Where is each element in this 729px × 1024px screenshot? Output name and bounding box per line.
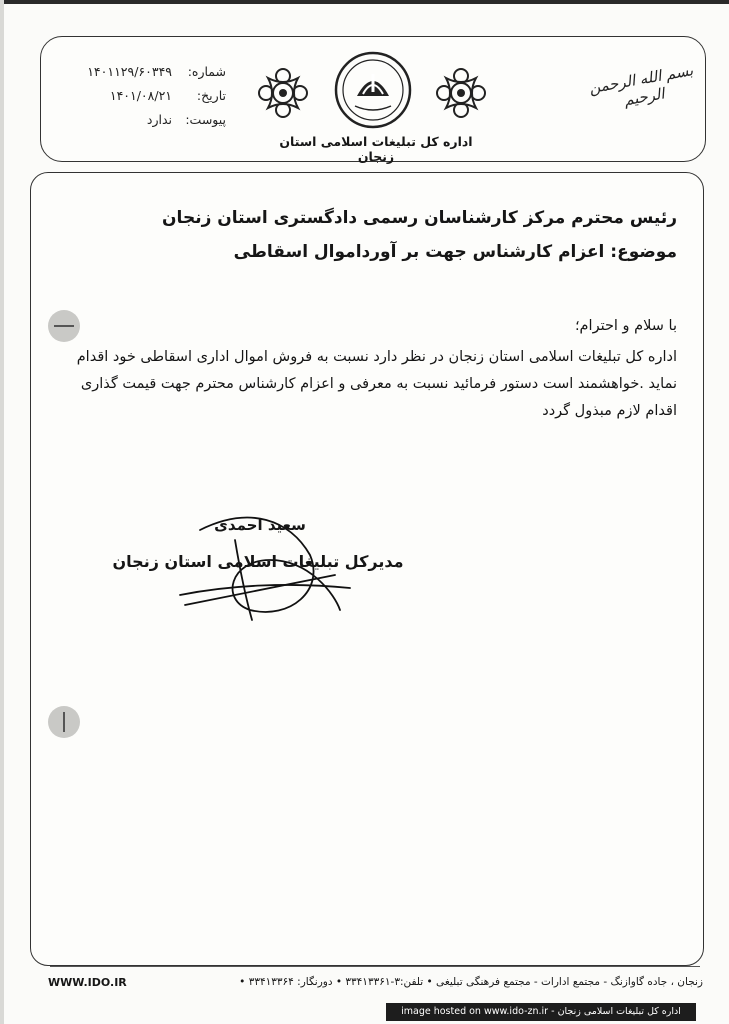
meta-date-row <box>66 84 226 108</box>
date-label: تاریخ: <box>196 88 226 103</box>
number-label: شماره: <box>187 64 226 79</box>
meta-attachment-row <box>66 108 226 132</box>
signer-title: مدیرکل تبلیغات اسلامی استان زنجان <box>112 552 404 571</box>
attachment-value: ندارد <box>146 112 172 127</box>
punch-hole <box>48 310 80 342</box>
attachment-label: پیوست: <box>185 112 226 127</box>
watermark-banner: image hosted on www.ido-zn.ir - اداره کل تبلیغات اسلامی زنجان <box>386 1003 696 1021</box>
ornament-icon <box>432 64 490 122</box>
basmala: بسم الله الرحمن الرحیم <box>587 61 695 110</box>
signer-name: سعید احمدی <box>214 516 306 534</box>
letter-meta <box>66 60 226 132</box>
greeting: با سلام و احترام؛ <box>574 318 677 334</box>
punch-hole <box>48 706 80 738</box>
date-value: ۱۴۰۱/۰۸/۲۱ <box>109 88 172 103</box>
organization-name: اداره کل تبلیغات اسلامی استان زنجان <box>279 134 473 164</box>
emblem-icon <box>333 50 413 130</box>
recipient-line: رئیس محترم مرکز کارشناسان رسمی دادگستری استان زنجان <box>162 208 677 228</box>
footer-divider <box>50 966 700 967</box>
ornament-icon <box>254 64 312 122</box>
letter-body-text: اداره کل تبلیغات اسلامی استان زنجان در نظر دارد نسبت به فروش اموال اداری اسقاطی خود اقدام نماید .خواهشمند است دستور فرمائید نسبت به معرفی و اعزام کارشناس محترم جهت قیمت گذاری اقدام لازم مبذول گردد <box>76 349 677 419</box>
page-top-edge <box>0 0 729 4</box>
footer-website[interactable]: WWW.IDO.IR <box>48 976 127 989</box>
meta-number-row <box>66 60 226 84</box>
footer-address: زنجان ، جاده گاوازنگ - مجتمع ادارات - مجتمع فرهنگی تبلیغی • تلفن:۳-۳۳۴۱۳۳۶۱ • دورنگار: ۳۳۴۱۳۳۶۴ • <box>239 976 703 988</box>
page-left-edge <box>0 0 4 1024</box>
subject-line: موضوع: اعزام کارشناس جهت بر آورداموال اسقاطی <box>233 242 677 262</box>
number-value: ۱۴۰۱۱۲۹/۶۰۳۴۹ <box>87 64 172 79</box>
